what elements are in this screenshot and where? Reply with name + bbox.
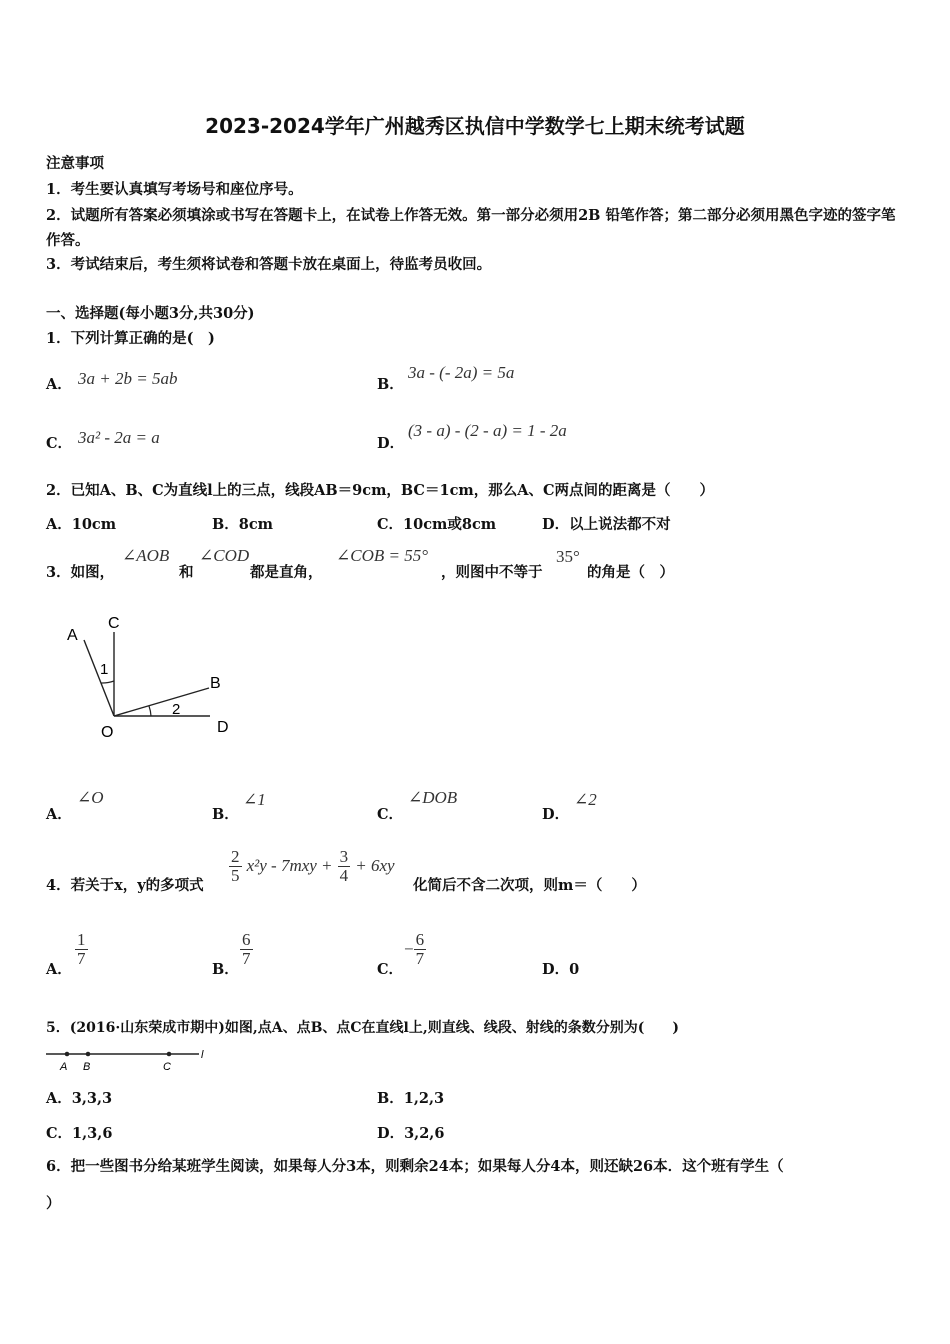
q4-polynomial [229, 848, 395, 885]
q3-value: 35° [556, 547, 580, 566]
q2-option-d: D．以上说法都不对 [542, 516, 671, 533]
q3-option-d-label: D． [542, 806, 570, 823]
arc-angle-2 [149, 706, 151, 716]
section-heading: 一、选择题(每小题3分,共30分) [46, 305, 255, 322]
q4-suffix: 化简后不含二次项，则m＝（ ） [413, 877, 646, 894]
q5-option-d: D．3,2,6 [377, 1125, 445, 1142]
q3-option-a-expr: ∠O [77, 788, 104, 807]
point-c-label: C [163, 1061, 171, 1073]
q3-prefix: 3．如图， [46, 564, 115, 581]
q6-stem: 6．把一些图书分给某班学生阅读，如果每人分3本，则剩余24本；如果每人分4本，则还缺26本．这个班有学生（ [46, 1158, 784, 1175]
line-l-label: l [201, 1049, 204, 1061]
q3-option-c-expr: ∠DOB [408, 788, 458, 807]
q3-mid: 都是直角， [250, 564, 323, 581]
point-c-label: C [108, 615, 120, 632]
q2-option-b: B．8cm [212, 516, 274, 533]
q3-option-d-expr: ∠2 [574, 790, 597, 809]
notice-item-3: 3．考试结束后，考生须将试卷和答题卡放在桌面上，待监考员收回。 [46, 256, 492, 273]
q3-end: 的角是（ ） [587, 564, 674, 581]
q3-and: 和 [179, 564, 194, 581]
q5-stem: 5．(2016·山东荣成市期中)如图,点A、点B、点C在直线l上,则直线、线段、射线的条数分别为( ) [46, 1020, 679, 1036]
q3-given-angle: ∠COB = 55° [336, 546, 429, 565]
q4-option-a-label: A． [46, 961, 72, 978]
q5-option-a: A．3,3,3 [46, 1090, 113, 1107]
q3-angle-cod: ∠COD [199, 546, 250, 565]
arc-angle-1 [101, 681, 114, 683]
q4-fraction-2: $\frac{3}{4}$ [339, 847, 349, 885]
q1-option-d-label: D． [377, 435, 405, 452]
point-b [86, 1052, 91, 1057]
q3-angle-figure [55, 610, 245, 745]
q4-option-a-value: $\frac{1}{7}$ [77, 930, 86, 968]
q4-option-d: D．0 [542, 961, 580, 978]
q4-term-2: + 6xy [355, 855, 395, 875]
q5-option-c: C．1,3,6 [46, 1125, 113, 1142]
q3-option-c-label: C． [377, 806, 404, 823]
q3-after: ，则图中不等于 [441, 564, 543, 581]
q5-line-figure [42, 1044, 217, 1074]
ray-ob [114, 688, 209, 716]
point-a-label: A [67, 627, 78, 644]
angle-1-label: 1 [100, 661, 109, 678]
point-b-label: B [210, 675, 221, 692]
q4-option-b-label: B． [212, 961, 239, 978]
q3-angle-aob: ∠AOB [122, 546, 170, 565]
point-a [65, 1052, 70, 1057]
ray-oa [84, 640, 114, 716]
q4-option-c-value: − $\frac{6}{7}$ [404, 930, 425, 968]
q4-option-c-label: C． [377, 961, 404, 978]
q1-option-c-expr: 3a² - 2a = a [78, 428, 160, 447]
q3-option-b-label: B． [212, 806, 239, 823]
point-a-label: A [60, 1061, 68, 1073]
q2-option-c: C．10cm或8cm [377, 516, 497, 533]
notice-heading: 注意事项 [46, 155, 104, 172]
q3-option-b-expr: ∠1 [243, 790, 266, 809]
point-o-label: O [101, 724, 114, 741]
q4-term-1: x²y - 7mxy + [246, 855, 333, 875]
q3-option-a-label: A． [46, 806, 72, 823]
q4-option-b-value: $\frac{6}{7}$ [242, 930, 251, 968]
q1-option-a-expr: 3a + 2b = 5ab [78, 369, 178, 388]
q5-option-b: B．1,2,3 [377, 1090, 445, 1107]
point-c [167, 1052, 172, 1057]
point-b-label: B [83, 1061, 91, 1073]
angle-2-label: 2 [172, 701, 181, 718]
q1-option-b-expr: 3a - (- 2a) = 5a [408, 363, 515, 382]
point-d-label: D [217, 719, 229, 736]
notice-item-1: 1．考生要认真填写考场号和座位序号。 [46, 181, 303, 198]
q4-prefix: 4．若关于x，y的多项式 [46, 877, 204, 894]
q1-stem: 1．下列计算正确的是( ) [46, 330, 215, 347]
q2-stem: 2．已知A、B、C为直线l上的三点，线段AB＝9cm，BC＝1cm，那么A、C两点间的距离是（ ） [46, 482, 715, 499]
q2-option-a: A．10cm [46, 516, 117, 533]
q1-option-b-label: B． [377, 376, 404, 393]
q1-option-c-label: C． [46, 435, 73, 452]
notice-item-2: 2．试题所有答案必须填涂或书写在答题卡上，在试卷上作答无效。第一部分必须用2B 铅笔作答；第二部分必须用黑色字迹的签字笔作答。 [46, 207, 896, 249]
q1-option-d-expr: (3 - a) - (2 - a) = 1 - 2a [408, 421, 567, 440]
exam-title: 2023-2024学年广州越秀区执信中学数学七上期末统考试题 [205, 114, 745, 138]
q6-stem-end: ） [46, 1195, 61, 1212]
q1-option-a-label: A． [46, 376, 72, 393]
q4-fraction-1: $\frac{2}{5}$ [231, 847, 240, 885]
